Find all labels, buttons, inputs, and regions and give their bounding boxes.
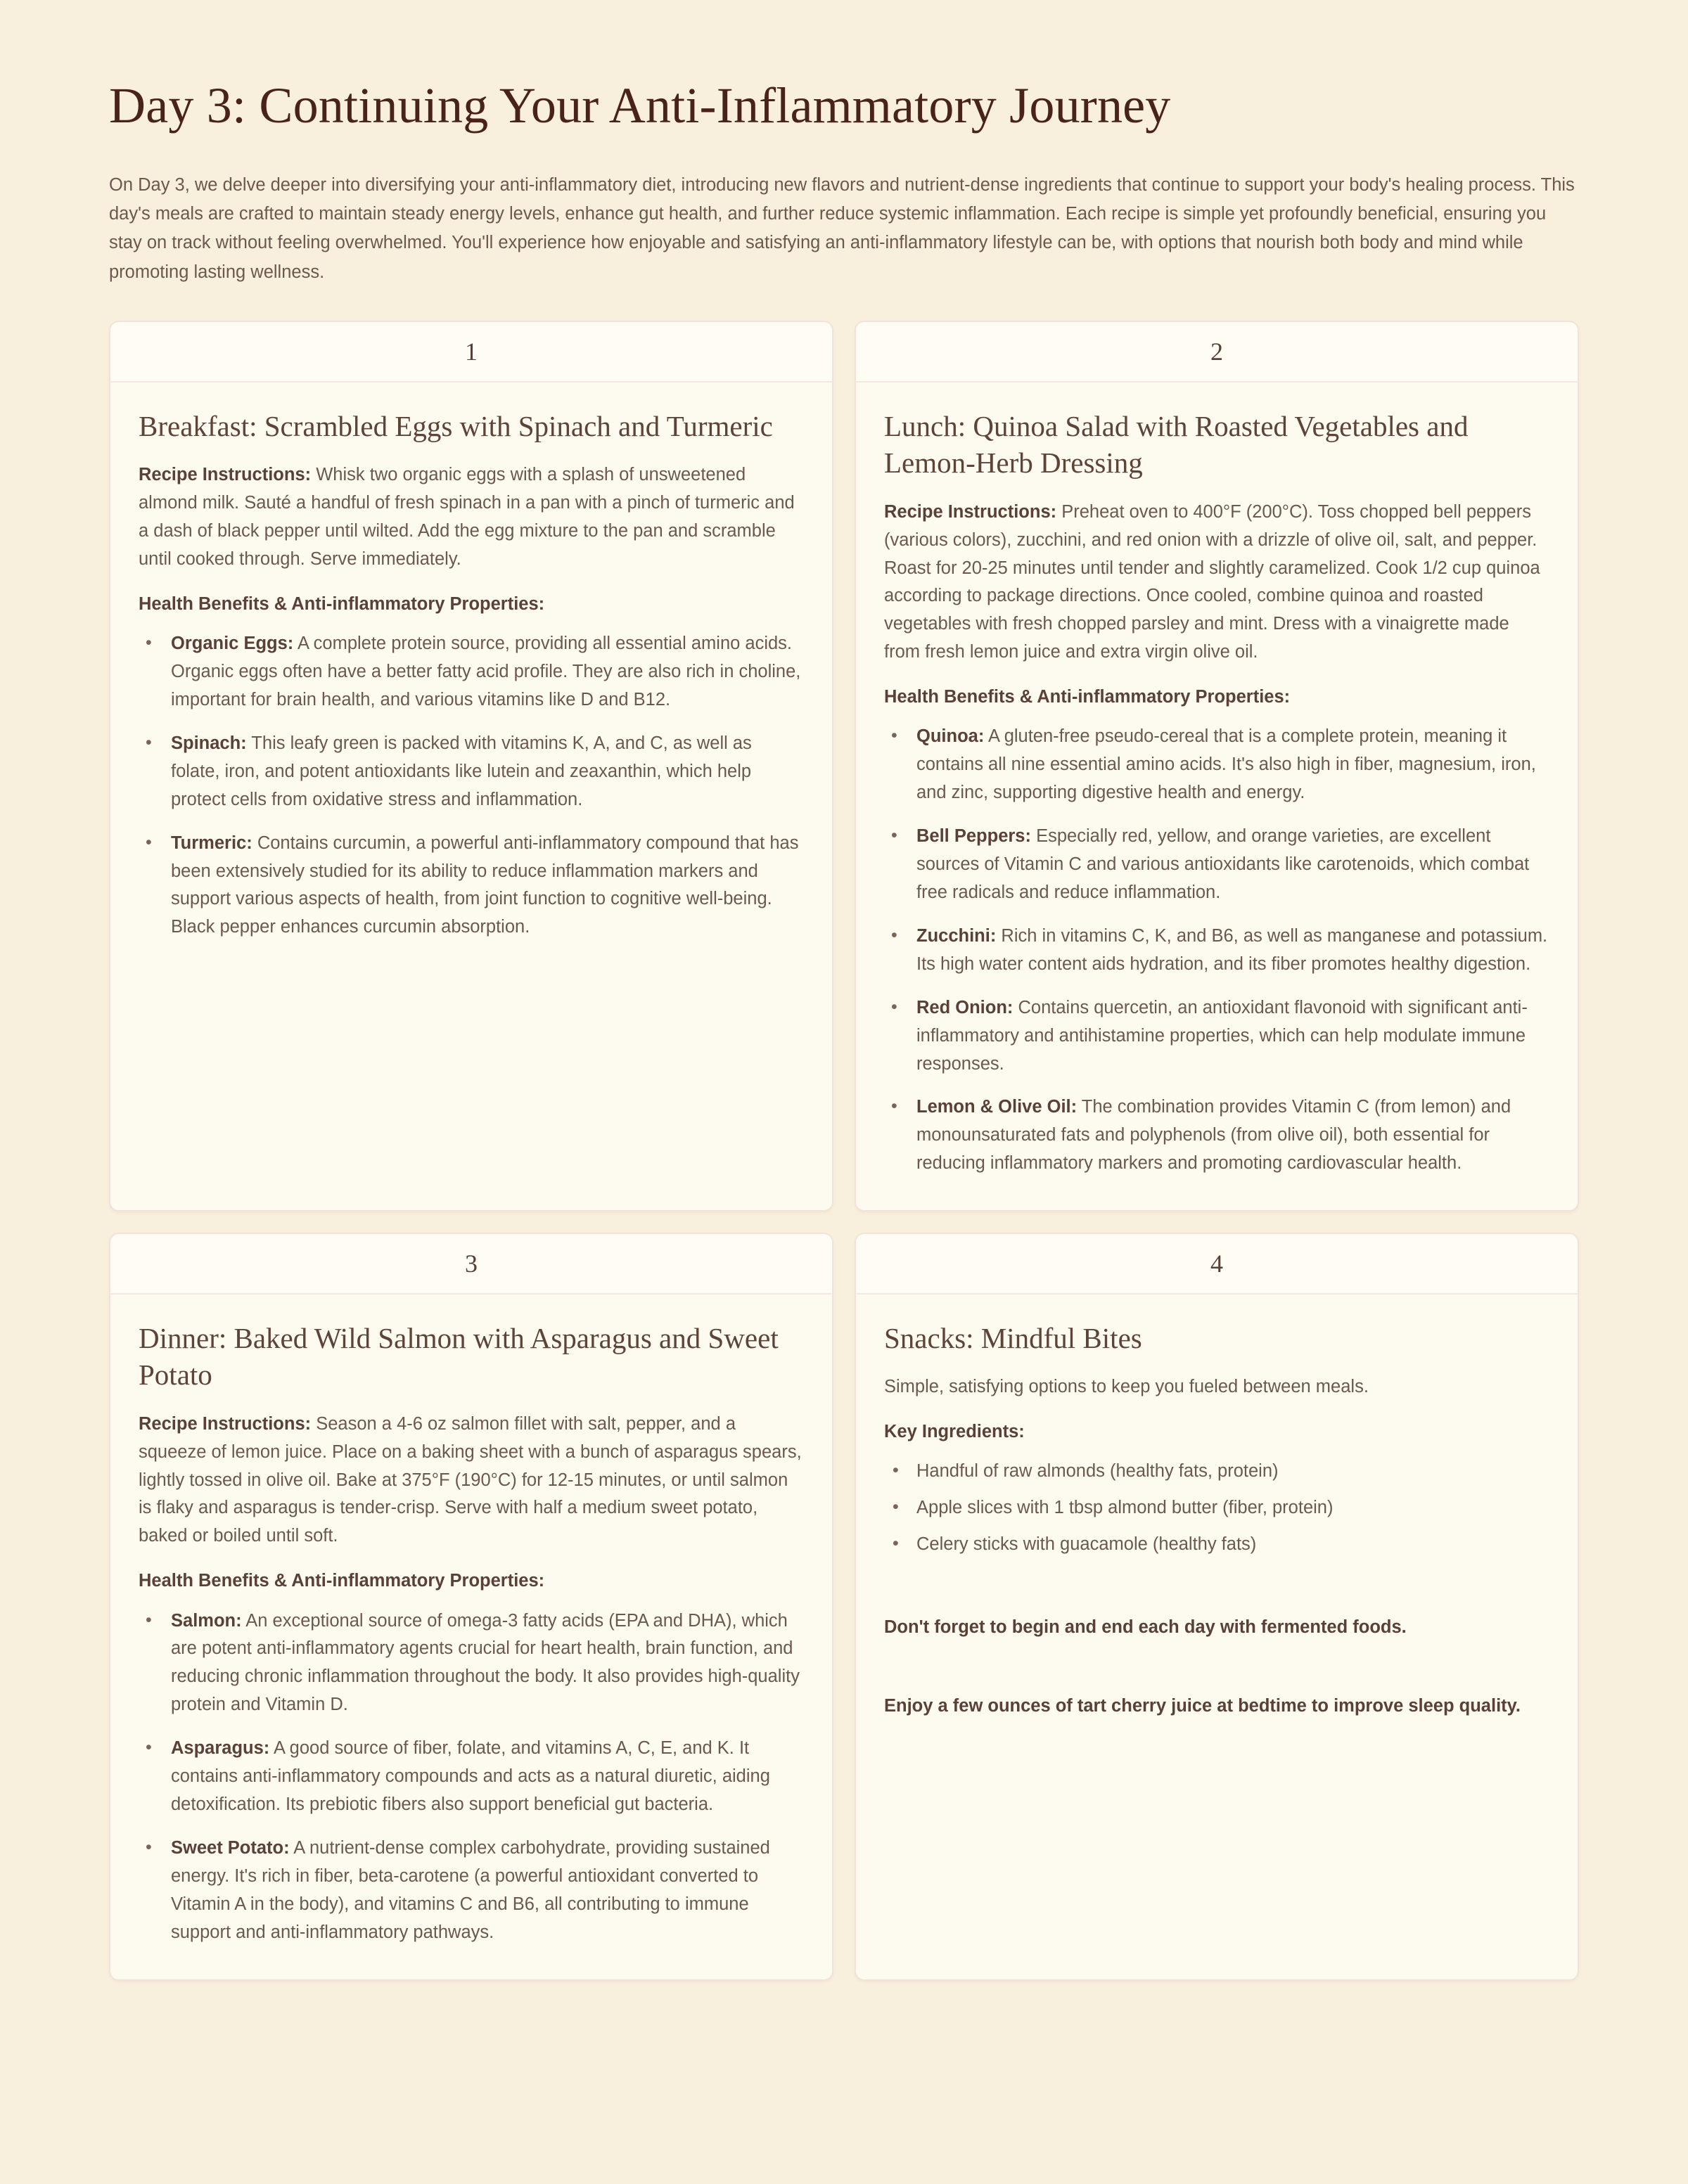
key-ingredients-label: Key Ingredients: (884, 1422, 1025, 1442)
benefit-term: Turmeric: (171, 833, 252, 853)
card-number-4: 4 (1210, 1249, 1223, 1278)
card-header-4 (856, 1234, 1578, 1295)
list-item (884, 823, 1549, 907)
meal-card-2[interactable] (855, 321, 1579, 1212)
meal-card-3[interactable] (109, 1233, 833, 1981)
card-heading-1: Breakfast: Scrambled Eggs with Spinach and Turmeric (139, 409, 773, 442)
list-item (139, 830, 804, 942)
list-item (139, 630, 804, 714)
card-body-1 (110, 383, 832, 1210)
intro-paragraph: On Day 3, we delve deeper into diversifying your anti-inflammatory diet, introducing new flavors and nutrient-dense ingredients that continue to support your body's healing process. This day's meals are crafted to maintain steady energy levels, enhance gut health, and further reduce systemic inflammation. Each recipe is simple yet profoundly beneficial, ensuring you stay on track without feeling overwhelmed. You'll experience how enjoyable and satisfying an anti-inflammatory lifestyle can be, with options that nourish both body and mind while promoting lasting wellness. (109, 174, 1575, 282)
list-item: • Celery sticks with guacamole (healthy fats) (884, 1531, 1549, 1559)
benefit-text: This leafy green is packed with vitamins K, A, and C, as well as folate, iron, and potent antioxidants like lutein and zeaxanthin, which help protect cells from oxidative stress and inflammation. (171, 733, 752, 809)
recipe-text-1: Whisk two organic eggs with a splash of unsweetened almond milk. Sauté a handful of fresh spinach in a pan with a pinch of turmeric and a dash of black pepper until wilted. Add the egg mixture to the pan and scramble until cooked through. Serve immediately. (139, 465, 795, 569)
benefit-term: Asparagus: (171, 1738, 270, 1759)
recipe-label-3: Recipe Instructions: (139, 1413, 312, 1434)
snacks-description: Simple, satisfying options to keep you fueled between meals. (884, 1377, 1369, 1397)
benefit-text: Rich in vitamins C, K, and B6, as well as manganese and potassium. Its high water content aids hydration, and its fiber promotes healthy digestion. (916, 925, 1548, 974)
benefits-list-3 (139, 1607, 804, 1947)
recipe-instructions-2 (884, 499, 1549, 667)
recipe-instructions-1 (139, 461, 804, 574)
benefit-text: Contains quercetin, an antioxidant flavonoid with significant anti-inflammatory and antihistamine properties, which can help modulate immune responses. (916, 997, 1528, 1074)
benefit-term: Sweet Potato: (171, 1837, 290, 1858)
benefit-text: A gluten-free pseudo-cereal that is a complete protein, meaning it contains all nine essential amino acids. It's also high in fiber, magnesium, iron, and zinc, supporting digestive health and energy. (916, 726, 1536, 803)
list-item (884, 994, 1549, 1079)
recipe-label-2: Recipe Instructions: (884, 501, 1057, 522)
card-heading-4: Snacks: Mindful Bites (884, 1321, 1142, 1354)
benefit-text: A complete protein source, providing all essential amino acids. Organic eggs often have a better fatty acid profile. They are also rich in choline, important for brain health, and various vitamins like D and B12. (171, 634, 801, 709)
recipe-instructions-3 (139, 1411, 804, 1551)
benefits-label-3: Health Benefits & Anti-inflammatory Properties: (139, 1571, 545, 1591)
card-heading-2: Lunch: Quinoa Salad with Roasted Vegetables and Lemon-Herb Dressing (884, 409, 1469, 480)
card-number-1: 1 (465, 337, 478, 366)
benefits-list-1 (139, 630, 804, 942)
benefit-text: An exceptional source of omega-3 fatty acids (EPA and DHA), which are potent anti-inflammatory agents crucial for heart health, brain function, and reducing chronic inflammation throughout the body. It also provides high-quality protein and Vitamin D. (171, 1610, 800, 1715)
list-item (139, 1735, 804, 1819)
benefit-term: Lemon & Olive Oil: (916, 1097, 1078, 1117)
recipe-text-2: Preheat oven to 400°F (200°C). Toss chopped bell peppers (various colors), zucchini, and red onion with a drizzle of olive oil, salt, and pepper. Roast for 20-25 minutes until tender and slightly caramelized. Cook 1/2 cup quinoa according to package directions. Once cooled, combine quinoa and roasted vegetables with fresh chopped parsley and mint. Dress with a vinaigrette made from fresh lemon juice and extra virgin olive oil. (884, 501, 1540, 662)
list-item: • Handful of raw almonds (healthy fats, protein) (884, 1458, 1549, 1486)
benefit-text: A good source of fiber, folate, and vitamins A, C, E, and K. It contains anti-inflammatory compounds and acts as a natural diuretic, aiding detoxification. Its prebiotic fibers also support beneficial gut bacteria. (171, 1738, 770, 1814)
card-body-3 (110, 1295, 832, 1979)
card-header-2 (856, 322, 1578, 383)
list-item (884, 1093, 1549, 1178)
card-number-3: 3 (465, 1249, 478, 1278)
benefit-text: The combination provides Vitamin C (from lemon) and monounsaturated fats and polyphenols (from olive oil), both essential for reducing inflammatory markers and promoting cardiovascular health. (916, 1097, 1511, 1174)
snacks-card-4[interactable] (855, 1233, 1579, 1981)
card-header-3 (110, 1234, 832, 1295)
meal-card-1[interactable] (109, 321, 833, 1212)
benefit-text: Contains curcumin, a powerful anti-inflammatory compound that has been extensively studied for its ability to reduce inflammation markers and support various aspects of health, from joint function to cognitive well-being. Black pepper enhances curcumin absorption. (171, 833, 799, 937)
tip-cherry-juice: Enjoy a few ounces of tart cherry juice at bedtime to improve sleep quality. (884, 1696, 1521, 1716)
list-item (139, 1835, 804, 1947)
benefits-label-1: Health Benefits & Anti-inflammatory Properties: (139, 593, 545, 614)
benefit-term: Spinach: (171, 733, 247, 753)
benefit-text: A nutrient-dense complex carbohydrate, providing sustained energy. It's rich in fiber, beta-carotene (a powerful antioxidant converted to Vitamin A in the body), and vitamins C and B6, all contributing to immune support and anti-inflammatory pathways. (171, 1837, 770, 1942)
benefit-term: Salmon: (171, 1610, 242, 1631)
card-header-1 (110, 322, 832, 383)
page-title: Day 3: Continuing Your Anti-Inflammatory Journey (109, 77, 1171, 134)
benefit-term: Quinoa: (916, 726, 985, 747)
recipe-label-1: Recipe Instructions: (139, 465, 312, 485)
list-item (884, 923, 1549, 979)
card-heading-3: Dinner: Baked Wild Salmon with Asparagus and Sweet Potato (139, 1321, 779, 1392)
list-item (139, 1607, 804, 1720)
key-ingredients-list (884, 1458, 1549, 1559)
recipe-text-3: Season a 4-6 oz salmon fillet with salt, pepper, and a squeeze of lemon juice. Place on a baking sheet with a bunch of asparagus spears, lightly tossed in olive oil. Bake at 375°F (190°C) for 12-15 minutes, or until salmon is flaky and asparagus is tender-crisp. Serve with half a medium sweet potato, baked or boiled until soft. (139, 1413, 802, 1546)
benefits-label-2: Health Benefits & Anti-inflammatory Properties: (884, 687, 1291, 707)
card-body-4 (856, 1295, 1578, 1979)
card-body-2 (856, 383, 1578, 1210)
benefit-term: Organic Eggs: (171, 634, 294, 654)
tip-fermented-foods: Don't forget to begin and end each day with fermented foods. (884, 1617, 1407, 1638)
benefit-term: Zucchini: (916, 925, 997, 946)
benefits-list-2 (884, 723, 1549, 1178)
tip-two-block (884, 1692, 1549, 1721)
list-item (139, 730, 804, 814)
tip-one-block (884, 1614, 1549, 1642)
card-number-2: 2 (1210, 337, 1223, 366)
list-item: • Apple slices with 1 tbsp almond butter (fiber, protein) (884, 1494, 1549, 1522)
benefit-text: Especially red, yellow, and orange varieties, are excellent sources of Vitamin C and various antioxidants like carotenoids, which combat free radicals and reduce inflammation. (916, 826, 1530, 902)
benefit-term: Bell Peppers: (916, 826, 1031, 847)
meal-card-grid (109, 321, 1579, 1981)
list-item (884, 723, 1549, 807)
benefit-term: Red Onion: (916, 997, 1014, 1017)
